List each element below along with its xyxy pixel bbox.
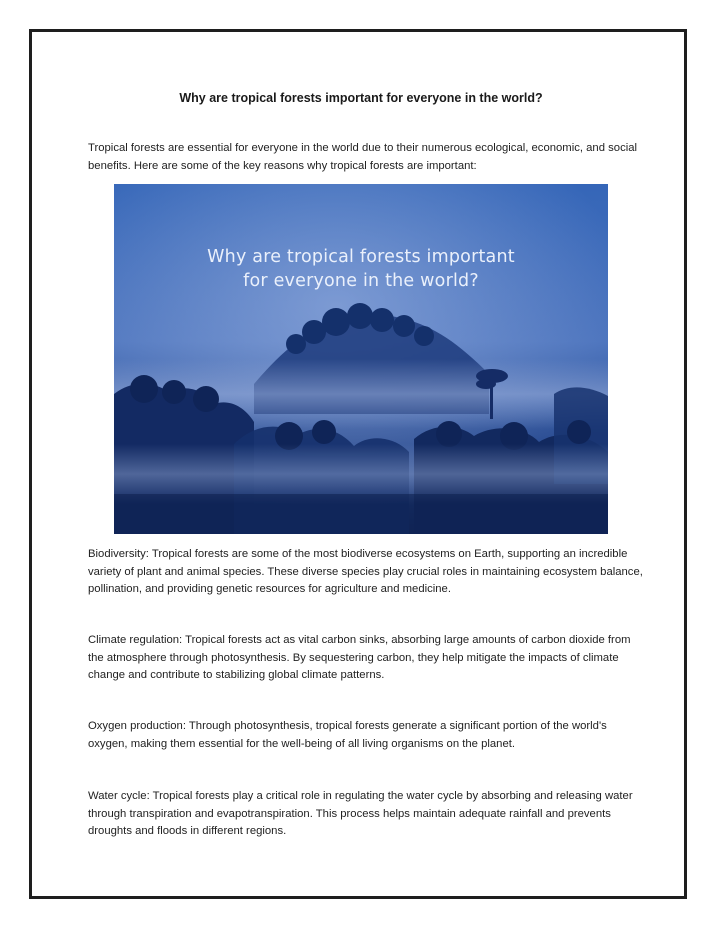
document-page	[29, 29, 687, 899]
intro-paragraph: Tropical forests are essential for everyone in the world due to their numerous ecological, economic, and social benefits. Here are some of the key reasons why tropical forests are important:	[88, 142, 638, 172]
section-biodiversity: Biodiversity: Tropical forests are some of the most biodiverse ecosystems on Earth, supporting an incredible variety of plant and animal species. These diverse species play crucial roles in maintaining ecosystem balance, pollination, and providing genetic resources for agriculture and medicine.	[88, 548, 643, 595]
overlay-line-2: for everyone in the world?	[243, 271, 479, 291]
section-climate-regulation: Climate regulation: Tropical forests act as vital carbon sinks, absorbing large amounts of carbon dioxide from the atmosphere through photosynthesis. By sequestering carbon, they help mitigate the impacts of climate change and contribute to stabilizing global climate patterns.	[88, 634, 631, 681]
forest-hero-image	[114, 184, 608, 534]
section-water-cycle: Water cycle: Tropical forests play a critical role in regulating the water cycle by absorbing and releasing water through transpiration and evapotranspiration. This process helps maintain adequate rainfall and prevents droughts and floods in different regions.	[88, 790, 633, 837]
overlay-line-1: Why are tropical forests important	[207, 247, 515, 267]
section-oxygen-production: Oxygen production: Through photosynthesis, tropical forests generate a significant portion of the world's oxygen, making them essential for the well-being of all living organisms on the planet.	[88, 720, 607, 750]
document-title: Why are tropical forests important for everyone in the world?	[179, 91, 543, 105]
image-overlay-title	[114, 245, 608, 293]
misty-forest-illustration	[114, 184, 608, 534]
